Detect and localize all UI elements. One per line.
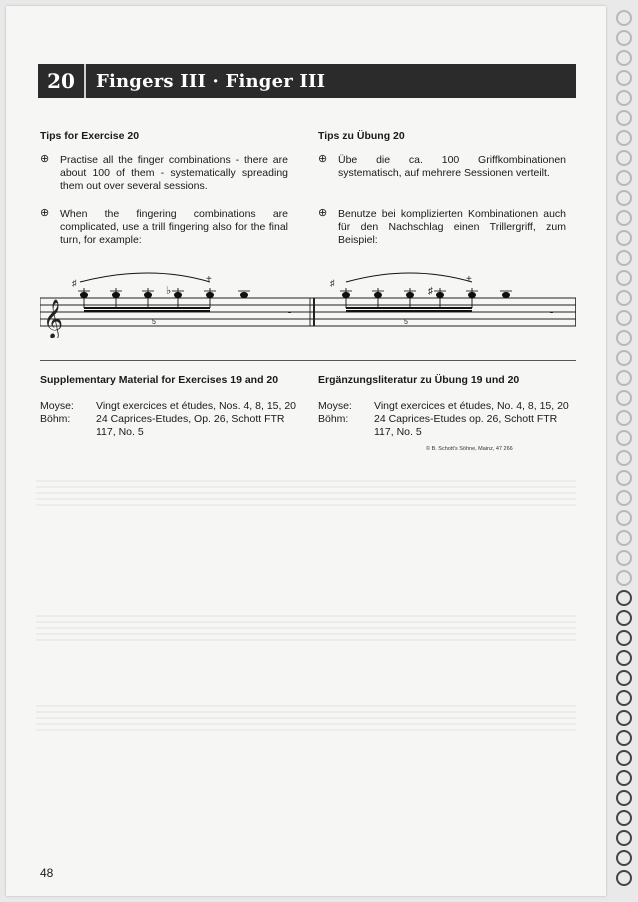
tip-en-2 xyxy=(40,208,288,248)
supp-heading-en: Supplementary Material for Exercises 19 and 20 xyxy=(40,374,279,386)
spiral-ring xyxy=(616,50,632,66)
exercise-banner xyxy=(38,64,576,98)
treble-clef-icon: 𝄞 xyxy=(43,299,64,338)
spiral-ring xyxy=(616,370,632,386)
spiral-ring xyxy=(616,730,632,746)
tips-heading-de: Tips zu Übung 20 xyxy=(318,130,405,142)
tip-en-1-text: Practise all the finger combinations - there are about 100 of them - systematically spreading them out over several sessions. xyxy=(60,154,288,193)
spiral-ring xyxy=(616,90,632,106)
section-divider xyxy=(40,360,576,361)
tip-de-1-text: Übe die ca. 100 Griffkombinationen systematisch, auf mehrere Sessionen verteilt. xyxy=(338,154,566,180)
svg-text:♭: ♭ xyxy=(166,285,172,297)
spiral-ring xyxy=(616,690,632,706)
page-number: 48 xyxy=(40,866,54,880)
book-page xyxy=(6,6,606,896)
spiral-ring xyxy=(616,570,632,586)
work-title: 24 Caprices-Etudes, Op. 26, Schott FTR 117, No. 5 xyxy=(96,413,285,438)
work-title: Vingt exercices et études, Nos. 4, 8, 15, 20 xyxy=(96,400,297,412)
svg-text:5: 5 xyxy=(152,319,156,326)
spiral-ring xyxy=(616,330,632,346)
svg-text:♯: ♯ xyxy=(330,278,335,288)
copyright-notice: © B. Schott's Söhne, Mainz, 47 266 xyxy=(426,446,513,452)
svg-text:𝄼: 𝄼 xyxy=(550,309,554,318)
spiral-ring xyxy=(616,350,632,366)
composer-name: Böhm: xyxy=(318,413,349,425)
spiral-ring xyxy=(616,710,632,726)
bullet-icon: ⊕ xyxy=(318,207,328,219)
spiral-ring xyxy=(616,210,632,226)
spiral-ring xyxy=(616,270,632,286)
bullet-icon: ⊕ xyxy=(318,153,328,165)
composer-name: Böhm: xyxy=(40,413,71,425)
tips-heading-en: Tips for Exercise 20 xyxy=(40,130,140,142)
svg-text:+: + xyxy=(206,274,212,285)
svg-text:♯: ♯ xyxy=(72,278,77,288)
bullet-icon: ⊕ xyxy=(40,207,50,219)
spiral-ring xyxy=(616,490,632,506)
spiral-ring xyxy=(616,170,632,186)
spiral-ring xyxy=(616,830,632,846)
spiral-ring xyxy=(616,790,632,806)
spiral-ring xyxy=(616,770,632,786)
spiral-ring xyxy=(616,810,632,826)
spiral-ring xyxy=(616,230,632,246)
svg-text:+: + xyxy=(466,274,472,285)
svg-text:5: 5 xyxy=(404,319,408,326)
spiral-ring xyxy=(616,310,632,326)
spiral-ring xyxy=(616,70,632,86)
music-example-staff xyxy=(40,268,576,338)
spiral-ring xyxy=(616,750,632,766)
spiral-ring xyxy=(616,470,632,486)
tip-de-2-text: Benutze bei komplizierten Kombinationen auch für den Nachschlag einen Trillergriff, zum Beispiel: xyxy=(338,208,566,247)
exercise-number: 20 xyxy=(38,64,86,98)
bullet-icon: ⊕ xyxy=(40,153,50,165)
spiral-ring xyxy=(616,530,632,546)
svg-text:𝄼: 𝄼 xyxy=(288,309,292,318)
svg-text:♯: ♯ xyxy=(428,286,433,297)
spiral-ring xyxy=(616,650,632,666)
tip-de-2 xyxy=(318,208,566,248)
spiral-ring xyxy=(616,450,632,466)
spiral-ring xyxy=(616,610,632,626)
spiral-ring xyxy=(616,410,632,426)
tip-de-1 xyxy=(318,154,566,180)
tip-en-2-text: When the fingering combinations are complicated, use a trill fingering also for the final turn, for example: xyxy=(60,208,288,247)
spiral-ring xyxy=(616,30,632,46)
spiral-ring xyxy=(616,250,632,266)
spiral-ring xyxy=(616,590,632,606)
spiral-ring xyxy=(616,290,632,306)
spiral-ring xyxy=(616,550,632,566)
tip-en-1 xyxy=(40,154,288,194)
supp-heading-de: Ergänzungsliteratur zu Übung 19 und 20 xyxy=(318,374,520,386)
spiral-ring xyxy=(616,390,632,406)
work-title: 24 Caprices-Etudes op. 26, Schott FTR 117, No. 5 xyxy=(374,413,558,438)
spiral-ring xyxy=(616,10,632,26)
spiral-ring xyxy=(616,850,632,866)
work-title: Vingt exercices et études, No. 4, 8, 15, 20 xyxy=(374,400,569,412)
spiral-ring xyxy=(616,870,632,886)
spiral-ring xyxy=(616,630,632,646)
exercise-title: Fingers III · Finger III xyxy=(96,70,326,92)
composer-name: Moyse: xyxy=(318,400,352,412)
composer-name: Moyse: xyxy=(40,400,74,412)
spiral-ring xyxy=(616,110,632,126)
spiral-ring xyxy=(616,150,632,166)
spiral-ring xyxy=(616,510,632,526)
spiral-binding xyxy=(614,10,632,890)
spiral-ring xyxy=(616,130,632,146)
spiral-ring xyxy=(616,190,632,206)
spiral-ring xyxy=(616,670,632,686)
spiral-ring xyxy=(616,430,632,446)
